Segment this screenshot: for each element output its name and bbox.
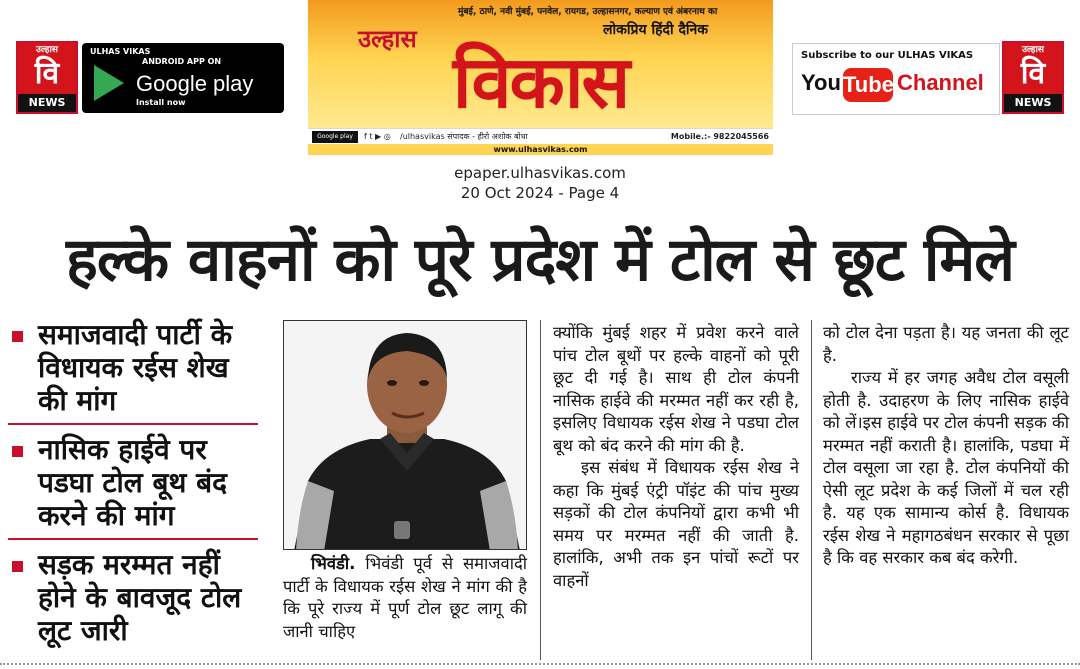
epaper-domain: epaper.ulhasvikas.com [454,164,626,182]
logo-big-letter: वि [34,56,60,91]
logo-news-label: NEWS [18,94,76,112]
masthead-website[interactable]: www.ulhasvikas.com [308,144,773,155]
highlight-divider [8,538,258,540]
masthead-cities: मुंबई, ठाणे, नवी मुंबई, पनवेल, रायगड, उल्हासनगर, कल्याण एवं अंबरनाथ का [458,7,718,17]
article-paragraph: इस संबंध में विधायक रईस शेख ने कहा कि मुंबई एंट्री पॉइंट की पांच मुख्य सड़कों की टोल कंपनियों द्वारा कभी भी समय पर मरम्मत नहीं की जाती है. हालांकि, अभी तक इन पांचों रूटों पर वाहनों [553,458,799,590]
left-promo-banner[interactable] [16,41,284,114]
column-divider [811,320,812,660]
highlight-text: सड़क मरम्मत नहीं होने के बावजूद टोल लूट जारी [38,548,242,647]
logo-big-letter: वि [1020,56,1046,91]
google-play-install-text: Install now [136,98,186,107]
column-divider [540,320,541,660]
highlight-item [8,433,258,532]
highlight-item [8,548,258,647]
ulhas-vikas-news-logo [16,41,78,114]
epaper-date-page: 20 Oct 2024 - Page 4 [460,184,620,202]
article-column-1 [283,553,527,643]
social-handle-editor: /ulhasvikas संपादक - हीरो अशोक बोधा [400,132,528,141]
article-column-3 [823,322,1069,570]
bullet-square-icon [12,331,23,342]
highlight-text: नासिक हाईवे पर पडघा टोल बूथ बंद करने की मांग [38,433,228,532]
google-play-brand: ULHAS VIKAS [90,47,151,56]
bullet-square-icon [12,446,23,457]
highlight-divider [8,423,258,425]
ulhas-vikas-news-logo-right [1002,41,1064,114]
article-paragraph: क्योंकि मुंबई शहर में प्रवेश करने वाले पांच टोल बूथों पर हल्के वाहनों को पूरी छूट दी गई है। साथ ही टोल कंपनी नासिक हाईवे की मरम्मत नहीं कर रही है, इसलिए विधायक रईस शेख ने पडघा टोल बूथ को बंद करने की मांग की है. [553,323,799,455]
youtube-logo-icon: Tube [843,68,893,102]
google-play-name: Google play [136,71,254,96]
masthead-title: विकास [452,40,629,124]
article-column-2 [553,322,799,592]
logo-small-text: उल्हास [1021,45,1044,55]
youtube-channel-banner[interactable] [792,43,1000,115]
youtube-channel-text: Channel [897,70,984,95]
social-icons[interactable]: f t ▶ ◎ [364,132,391,141]
masthead-info-strip [308,128,773,144]
google-play-badge[interactable] [82,43,284,113]
youtube-subscribe-text: Subscribe to our ULHAS VIKAS [801,50,974,61]
logo-small-text: उल्हास [35,45,58,55]
article-paragraph: राज्य में हर जगह अवैध टोल वसूली होती है. उदाहरण के लिए नासिक हाईवे को लें।इस हाईवे पर टोल कंपनी सड़क की मरम्मत नहीं कराती है। हालांकि, पडघा में टोल वसूला जा रहा है. टोल कंपनियों की ऐसी लूट प्रदेश के कई जिलों में चल रही है. यह एक सामान्य कोर्स है. विधायक रईस शेख ने महागठबंधन सरकार से पूछा है कि वह सरकार कब बंद करेगी. [823,368,1069,567]
highlight-text: समाजवादी पार्टी के विधायक रईस शेख की मांग [38,318,233,417]
strip-google-play-icon[interactable]: Google play [312,131,358,143]
person-portrait-image [284,321,527,550]
article-dateline: भिवंडी. [311,554,356,573]
masthead-tagline: लोकप्रिय हिंदी दैनिक [603,22,709,38]
masthead-mobile: Mobile.:- 9822045566 [670,132,769,141]
article-headline: हल्के वाहनों को पूरे प्रदेश में टोल से छूट मिले [66,225,1014,295]
newspaper-masthead [308,0,773,155]
youtube-you-text: You [801,70,841,95]
article-paragraph: को टोल देना पड़ता है। यह जनता की लूट है. [823,323,1069,365]
article-col1-text: भिवंडी पूर्व से समाजवादी पार्टी के विधायक रईस शेख ने मांग की है कि पूरे राज्य में पूर्ण टोल छूट लागू की जानी चाहिए [283,554,528,641]
right-promo-banner[interactable] [792,41,1064,116]
google-play-top-text: ANDROID APP ON [142,57,222,66]
mla-photo [283,320,527,550]
masthead-prefix: उल्हास [358,25,417,53]
highlight-item [8,318,258,417]
page-bottom-rule [0,663,1080,665]
article-highlights [8,318,258,647]
logo-news-label: NEWS [1004,94,1062,112]
bullet-square-icon [12,561,23,572]
google-play-icon [94,65,124,101]
